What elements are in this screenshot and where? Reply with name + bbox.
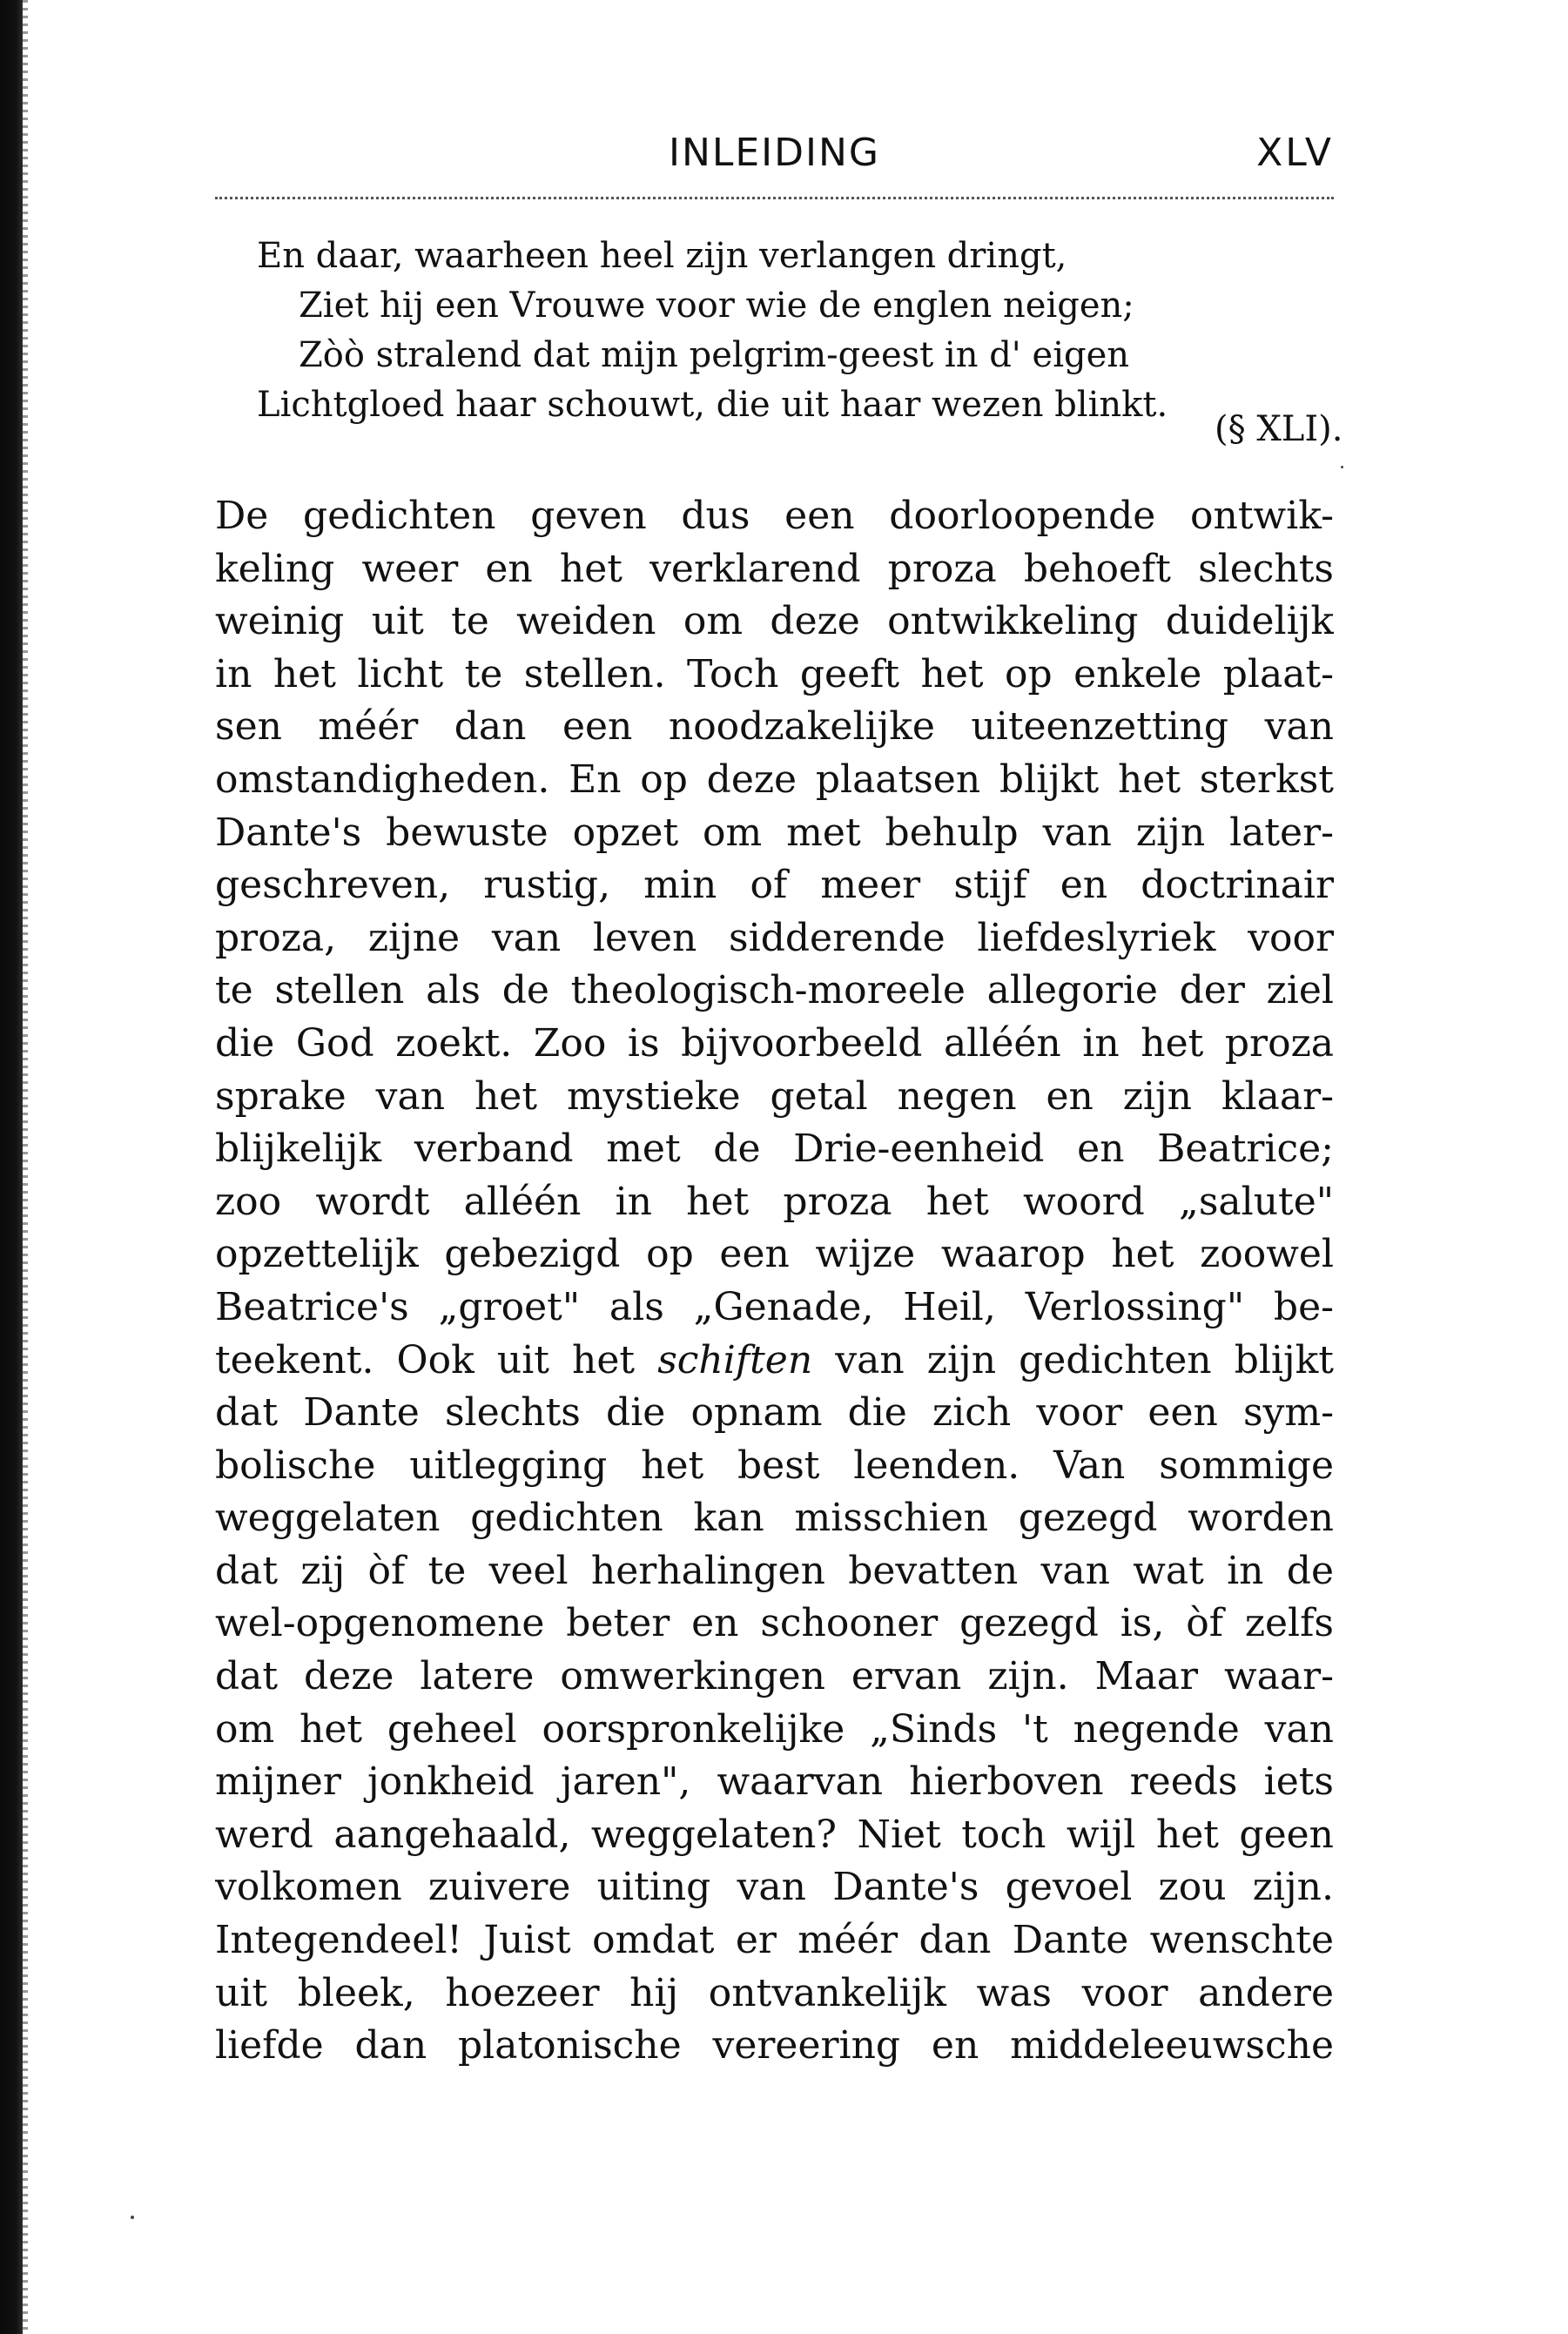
text-line: opzettelijk gebezigd op een wijze waarop het zoowel [215, 1232, 1334, 1277]
text-line: liefde dan platonische vereering en middeleeuwsche [215, 2023, 1334, 2068]
verse-line: En daar, waarheen heel zijn verlangen dringt, [257, 236, 1067, 276]
text-line: geschreven, rustig, min of meer stijf en doctrinair [215, 863, 1334, 908]
italic-word: schiften [657, 1337, 813, 1382]
verse-line: Zòò stralend dat mijn pelgrim-geest in d' eigen [299, 335, 1130, 375]
text-line: weggelaten gedichten kan misschien gezegd worden [215, 1496, 1334, 1541]
text-line: De gedichten geven dus een doorloopende ontwik- [215, 494, 1334, 538]
verse-quotation [257, 232, 1336, 430]
text-line: om het geheel oorspronkelijke „Sinds 't negende van [215, 1706, 1334, 1752]
print-speck [131, 2216, 134, 2219]
text-line: sen méér dan een noodzakelijke uiteenzetting van [215, 704, 1334, 750]
running-title: INLEIDING [668, 131, 881, 175]
text-line: weinig uit te weiden om deze ontwikkeling duidelijk [215, 599, 1334, 644]
dotted-rule [215, 197, 1334, 199]
text-line: dat Dante slechts die opnam die zich voor een sym- [215, 1390, 1334, 1436]
text-line: uit bleek, hoezeer hij ontvankelijk was voor andere [215, 1970, 1334, 2015]
text-line: die God zoekt. Zoo is bijvoorbeeld alléén in het proza [215, 1020, 1334, 1066]
text-line: mijner jonkheid jaren", waarvan hierboven reeds iets [215, 1759, 1334, 1805]
text-fragment: van zijn gedichten blijkt [812, 1337, 1334, 1382]
text-line: blijkelijk verband met de Drie-eenheid en Beatrice; [215, 1127, 1334, 1172]
running-head [215, 131, 1334, 192]
body-paragraph [215, 490, 1334, 2073]
print-speck [1341, 466, 1343, 468]
text-line: in het licht te stellen. Toch geeft het op enkele plaat- [215, 651, 1334, 696]
text-line: werd aangehaald, weggelaten? Niet toch wijl het geen [215, 1812, 1334, 1857]
text-line: omstandigheden. En op deze plaatsen blijkt het sterkst [215, 757, 1334, 802]
verse-reference: (§ XLI). [1215, 409, 1343, 449]
verse-line: Ziet hij een Vrouwe voor wie de englen neigen; [299, 286, 1134, 326]
text-line: sprake van het mystieke getal negen en zijn klaar- [215, 1073, 1334, 1119]
text-line: volkomen zuivere uiting van Dante's gevoel zou zijn. [215, 1865, 1334, 1910]
text-line: te stellen als de theologisch-moreele allegorie der ziel [215, 968, 1334, 1013]
text-line-with-italic [215, 1335, 1334, 1388]
text-fragment: teekent. Ook uit het [215, 1337, 658, 1382]
page-number: XLV [1256, 131, 1334, 175]
text-line: Integendeel! Juist omdat er méér dan Dante wenschte [215, 1918, 1334, 1963]
text-line: proza, zijne van leven sidderende liefdeslyriek voor [215, 915, 1334, 960]
text-line: wel-opgenomene beter en schooner gezegd is, òf zelfs [215, 1601, 1334, 1646]
text-line: Beatrice's „groet" als „Genade, Heil, Verlossing" be- [215, 1284, 1334, 1329]
verse-line: Lichtgloed haar schouwt, die uit haar wezen blinkt. [257, 385, 1168, 425]
text-line: bolische uitlegging het best leenden. Van sommige [215, 1443, 1334, 1488]
text-line: dat deze latere omwerkingen ervan zijn. Maar waar- [215, 1654, 1334, 1699]
text-line: zoo wordt alléén in het proza het woord „salute" [215, 1179, 1334, 1224]
text-line: dat zij òf te veel herhalingen bevatten van wat in de [215, 1548, 1334, 1593]
text-line: keling weer en het verklarend proza behoeft slechts [215, 546, 1334, 591]
text-line: Dante's bewuste opzet om met behulp van zijn later- [215, 810, 1334, 855]
binding-edge [0, 0, 23, 2334]
